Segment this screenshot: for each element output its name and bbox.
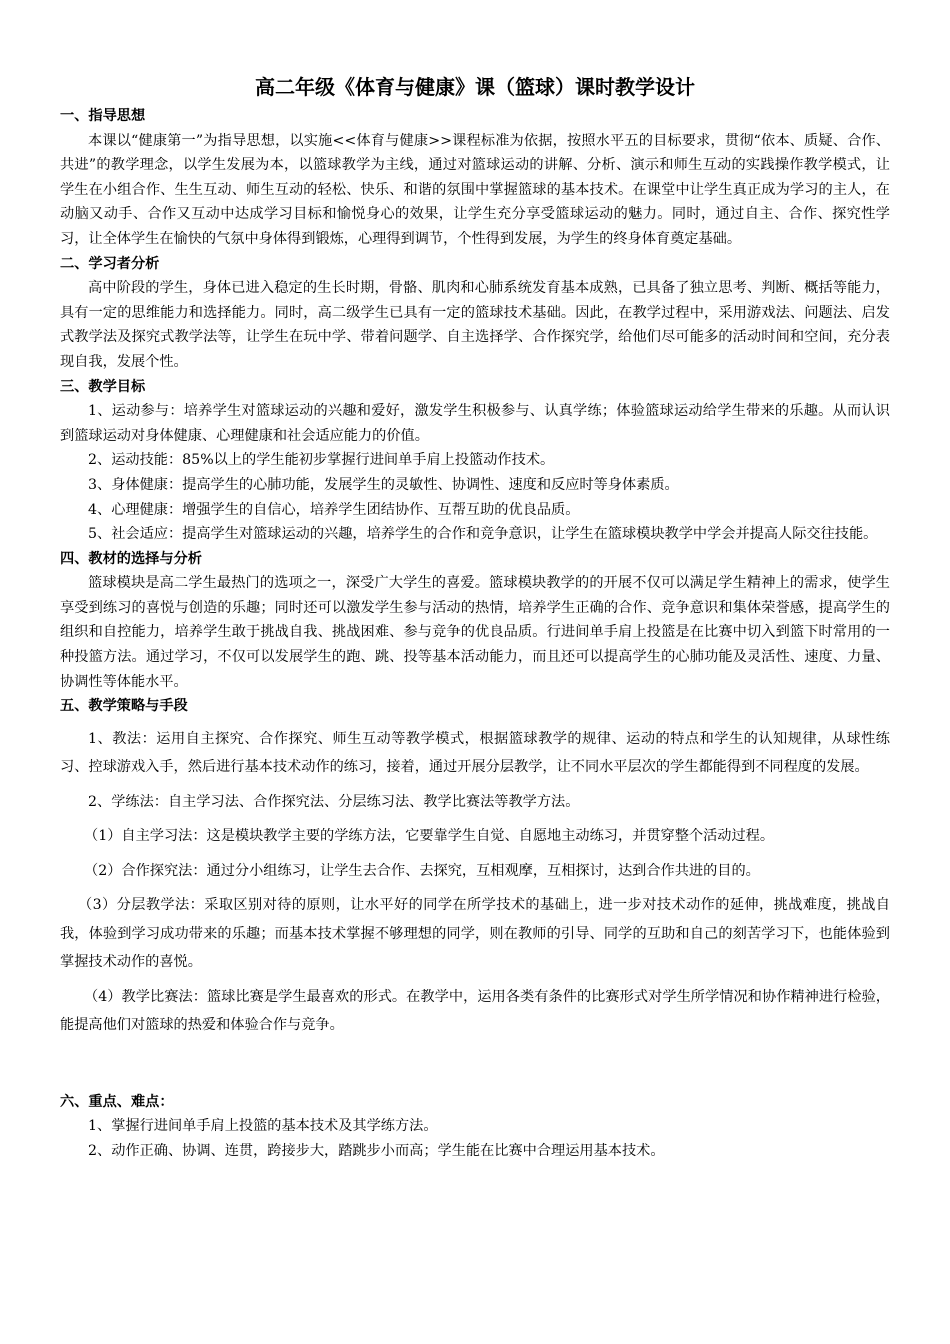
spacer — [60, 1040, 890, 1090]
document-title: 高二年级《体育与健康》课（篮球）课时教学设计 — [255, 75, 695, 99]
section-heading-learner-analysis: 二、学习者分析 — [60, 255, 160, 272]
paragraph-layered: （3）分层教学法：采取区别对待的原则，让水平好的同学在所学技术的基础上，进一步对技术动作的延伸，挑战难度，挑战自我，体验到学习成功带来的乐趣；而基本技术掌握不够理想的同学，则在教师的引导、同学的互助和自己的刻苦学习下，也能体验到掌握技术动作的喜悦。 — [60, 897, 890, 971]
goal-item: 4、心理健康：增强学生的自信心，培养学生团结协作、互帮互助的优良品质。 — [88, 501, 580, 518]
goal-item: 2、运动技能：85%以上的学生能初步掌握行进间单手肩上投篮动作技术。 — [88, 452, 555, 469]
key-point-item: 2、动作正确、协调、连贯，跨接步大，踏跳步小而高；学生能在比赛中合理运用基本技术。 — [88, 1143, 665, 1160]
goal-item: 3、身体健康：提高学生的心肺功能，发展学生的灵敏性、协调性、速度和反应时等身体素质。 — [88, 476, 679, 493]
paragraph-material-analysis: 篮球模块是高二学生最热门的选项之一，深受广大学生的喜爱。篮球模块教学的的开展不仅可以满足学生精神上的需求，使学生享受到练习的喜悦与创造的乐趣；同时还可以激发学生参与活动的热情，培养学生正确的合作、竞争意识和集体荣誉感，提高学生的组织和自控能力，培养学生敢于挑战自我、挑战困难、参与竞争的优良品质。行进间单手肩上投篮是在比赛中切入到篮下时常用的一种投篮方法。通过学习，不仅可以发展学生的跑、跳、投等基本活动能力，而且还可以提高学生的心肺功能及灵活性、速度、力量、协调性等体能水平。 — [60, 575, 890, 690]
paragraph-teaching-method: 1、教法：运用自主探究、合作探究、师生互动等教学模式，根据篮球教学的规律、运动的特点和学生的认知规律，从球性练习、控球游戏入手，然后进行基本技术动作的练习，接着，通过开展分层教学，让不同水平层次的学生都能得到不同程度的发展。 — [60, 730, 890, 776]
goal-item: 5、社会适应：提高学生对篮球运动的兴趣，培养学生的合作和竞争意识，让学生在篮球模块教学中学会并提高人际交往技能。 — [88, 526, 878, 543]
paragraph-learning-method: 2、学练法：自主学习法、合作探究法、分层练习法、教学比赛法等教学方法。 — [88, 793, 580, 810]
document-page — [60, 72, 890, 1164]
paragraph-learner-analysis: 高中阶段的学生，身体已进入稳定的生长时期，骨骼、肌肉和心肺系统发育基本成熟，已具备了独立思考、判断、概括等能力，具有一定的思维能力和选择能力。同时，高二级学生已具有一定的篮球技术基础。因此，在教学过程中，采用游戏法、问题法、启发式教学法及探究式教学法等，让学生在玩中学、带着问题学、自主选择学、合作探究学，给他们尽可能多的活动时间和空间，充分表现自我，发展个性。 — [60, 280, 890, 370]
section-heading-guiding-ideology: 一、指导思想 — [60, 108, 146, 124]
paragraph-competition: （4）教学比赛法：篮球比赛是学生最喜欢的形式。在教学中，运用各类有条件的比赛形式对学生所学情况和协作精神进行检验，能提高他们对篮球的热爱和体验合作与竞争。 — [60, 988, 890, 1034]
goal-item: 1、运动参与：培养学生对篮球运动的兴趣和爱好，激发学生积极参与、认真学练；体验篮球运动给学生带来的乐趣。从而认识到篮球运动对身体健康、心理健康和社会适应能力的价值。 — [60, 403, 890, 444]
section-heading-material-analysis: 四、教材的选择与分析 — [60, 550, 202, 567]
paragraph-cooperative: （2）合作探究法：通过分小组练习，让学生去合作、去探究，互相观摩，互相探讨，达到合作共进的目的。 — [84, 862, 760, 879]
section-heading-teaching-strategy: 五、教学策略与手段 — [60, 698, 188, 715]
section-heading-teaching-goals: 三、教学目标 — [60, 378, 146, 395]
paragraph-self-study: （1）自主学习法：这是模块教学主要的学练方法，它要靠学生自觉、自愿地主动练习，并贯穿整个活动过程。 — [84, 828, 775, 845]
section-heading-key-points: 六、重点、难点： — [60, 1093, 174, 1110]
key-point-item: 1、掌握行进间单手肩上投篮的基本技术及其学练方法。 — [88, 1118, 438, 1135]
paragraph-guiding-ideology: 本课以“健康第一”为指导思想，以实施<<体育与健康>>课程标准为依据，按照水平五的目标要求，贯彻“依本、质疑、合作、共进”的教学理念，以学生发展为本，以篮球教学为主线，通过对篮球运动的讲解、分析、演示和师生互动的实践操作教学模式，让学生在小组合作、生生互动、师生互动的轻松、快乐、和谐的氛围中掌握篮球的基本技术。在课堂中让学生真正成为学习的主人，在动脑又动手、合作又互动中达成学习目标和愉悦身心的效果，让学生充分享受篮球运动的魅力。同时，通过自主、合作、探究性学习，让全体学生在愉快的气氛中身体得到锻炼，心理得到调节，个性得到发展，为学生的终身体育奠定基础。 — [60, 132, 890, 247]
